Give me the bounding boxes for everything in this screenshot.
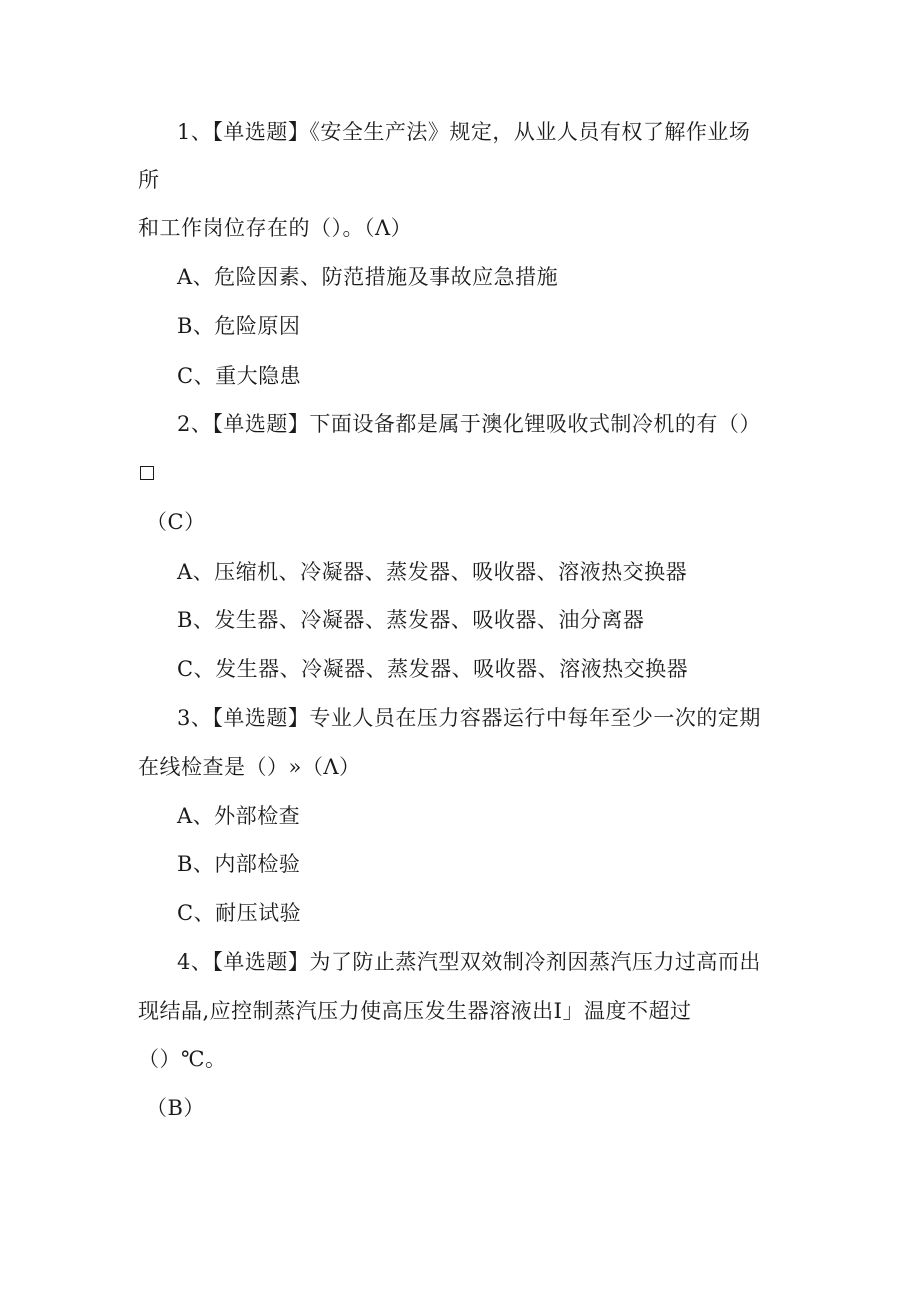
question-3-option-c: C、耐压试验	[177, 901, 302, 925]
question-2-answer: （C）	[146, 510, 206, 534]
question-4-answer: （B）	[146, 1096, 205, 1120]
question-1-stem-line-1: 1、【单选题】《安全生产法》规定，从业人员有权了解作业场	[177, 120, 751, 144]
question-3-stem-line-2: 在线检查是（）»（Λ）	[138, 755, 361, 779]
question-3-option-b: B、内部检验	[177, 852, 301, 876]
question-2-option-b: B、发生器、冷凝器、蒸发器、吸收器、油分离器	[177, 608, 645, 632]
question-4-stem-line-2: 现结晶,应控制蒸汽压力使高压发生器溶液出I」温度不超过	[138, 999, 692, 1023]
question-1-option-c: C、重大隐患	[177, 364, 302, 388]
question-3-stem-line-1: 3、【单选题】专业人员在压力容器运行中每年至少一次的定期	[177, 706, 761, 730]
question-1-stem-line-3: 和工作岗位存在的（）。（Λ）	[138, 216, 413, 240]
question-2-option-c: C、发生器、冷凝器、蒸发器、吸收器、溶液热交换器	[177, 657, 689, 681]
question-1-option-a: A、危险因素、防范措施及事故应急措施	[177, 265, 559, 289]
question-1-stem-line-2: 所	[138, 168, 160, 192]
question-4-stem-line-3: （）℃。	[138, 1047, 227, 1071]
question-2-option-a: A、压缩机、冷凝器、蒸发器、吸收器、溶液热交换器	[177, 560, 688, 584]
question-3-option-a: A、外部检查	[177, 804, 301, 828]
question-4-stem-line-1: 4、【单选题】为了防止蒸汽型双效制冷剂因蒸汽压力过高而出	[177, 950, 761, 974]
question-2-stem-line-1: 2、【单选题】下面设备都是属于澳化锂吸收式制冷机的有（）	[177, 412, 761, 436]
empty-box-icon	[140, 466, 154, 480]
question-1-option-b: B、危险原因	[177, 314, 301, 338]
